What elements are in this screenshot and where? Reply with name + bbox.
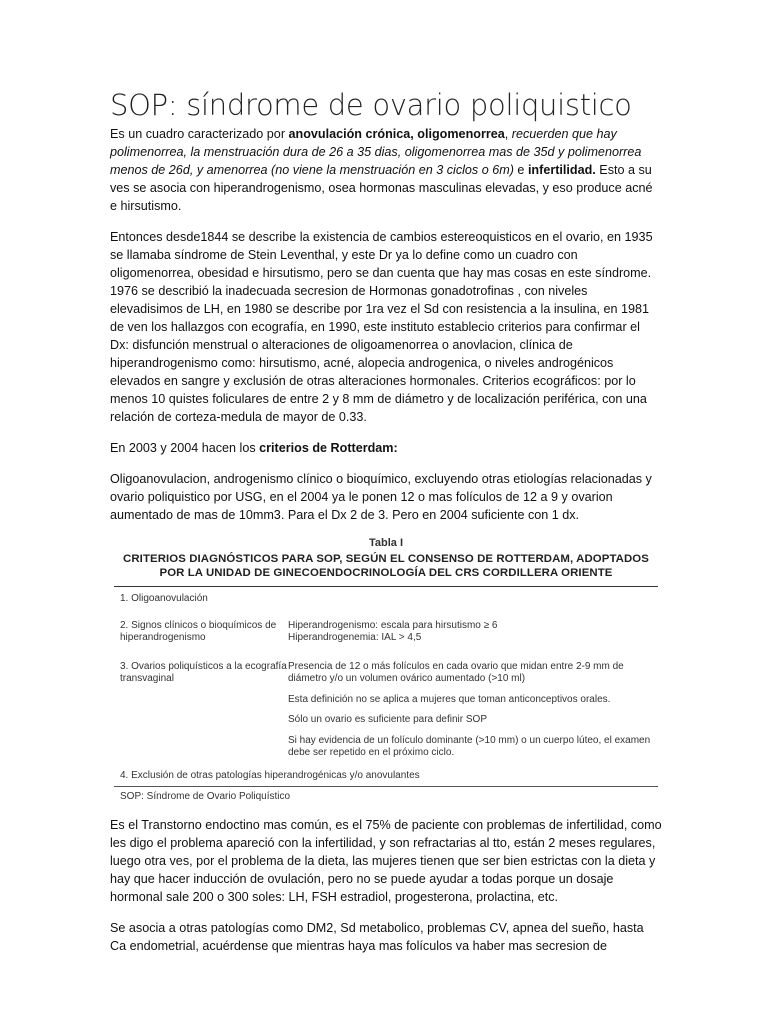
table-detail-line: Esta definición no se aplica a mujeres que toman anticonceptivos orales. (288, 693, 611, 705)
rotterdam-bold: criterios de Rotterdam: (259, 441, 398, 455)
intro-text-1: Es un cuadro caracterizado por (110, 127, 289, 141)
rotterdam-table-figure (110, 537, 662, 802)
table-label: Tabla I (368, 537, 404, 549)
table-row (110, 770, 662, 783)
table-cell-detail (288, 593, 652, 606)
intro-bold-2: infertilidad. (527, 163, 596, 177)
paragraph-history: Entonces desde1844 se describe la existencia de cambios estereoquisticos en el ovario, en 1935 se llamaba síndrome de Stein Leventhal, y este Dr ya lo define como un cuadro con oligomenorrea, obesidad e hirsutismo, pero se dan cuenta que hay mas cosas en este síndrome. 1976 se describió la inadecuada secresion de Hormonas gonadotrofinas , con niveles elevadisimos de LH, en 1980 se describe por 1ra vez el Sd con resistencia a la insulina, en 1981 de ven los hallazgos con ecografía, en 1990, este instituto establecio criterios para confirmar el Dx: disfunción menstrual o alteraciones de oligoamenorrea o anovlacion, clínica de hiperandrogenismo como: hirsutismo, acné, alopecia androgenica, o niveles androgénicos elevados en sangre y exclusión de otras alteraciones hormonales. Criterios ecográficos: por lo menos 10 quistes foliculares de entre 2 y 8 mm de diámetro y de localización periférica, con una relación de corteza-medula de mayor de 0.33. (110, 230, 653, 424)
table-cell-criterion: 4. Exclusión de otras patologías hiperandrogénicas y/o anovulantes (120, 769, 420, 781)
intro-italic: recuerden que hay polimenorrea, la menstruación dura de 26 a 35 dias, oligomenorrea mas de 35d y polimenorrea menos de 26d, y amenorrea (no viene la menstruación en 3 ciclos o 6m) (110, 127, 642, 177)
table-cell-criterion: 3. Ovarios poliquísticos a la ecografía transvaginal (120, 660, 287, 684)
table-footnote: SOP: Síndrome de Ovario Poliquístico (120, 791, 291, 802)
table-heading-line2: POR LA UNIDAD DE GINECOENDOCRINOLOGÍA DEL CRS CORDILLERA ORIENTE (159, 567, 613, 579)
table-detail-line: Si hay evidencia de un folículo dominante (>10 mm) o un cuerpo lúteo, el examen debe ser repetido en el próximo ciclo. (288, 734, 651, 758)
table-heading-line1: CRITERIOS DIAGNÓSTICOS PARA SOP, SEGÚN EL CONSENSO DE ROTTERDAM, ADOPTADOS (123, 553, 649, 565)
paragraph-prevalence: Es el Transtorno endoctino mas común, es el 75% de paciente con problemas de infertilidad, como les digo el problema apareció con la infertilidad, y son refractarias al tto, están 2 meses regulares, luego otra ves, por el problema de la dieta, las mujeres tienen que ser bien estrictas con la dieta y hay que hacer inducción de ovulación, pero no se puede ayudar a todas porque un dosaje hormonal sale 200 o 300 soles: LH, FSH estradiol, progesterona, prolactina, etc. (110, 818, 662, 904)
intro-text-3: e (513, 163, 528, 177)
paragraph-rotterdam-criteria: Oligoanovulacion, androgenismo clínico o bioquímico, excluyendo otras etiologías relacionadas y ovario poliquistico por USG, en el 2004 ya le ponen 12 o mas folículos de 12 a 9 y ovarion aumentado de mas de 10mm3. Para el Dx 2 de 3. Pero en 2004 suficiente con 1 dx. (110, 472, 652, 522)
table-heading (110, 552, 662, 580)
paragraph-rotterdam-intro (110, 439, 662, 457)
table-detail-line: Presencia de 12 o más folículos en cada ovario que midan entre 2-9 mm de diámetro y/o un volumen ovárico aumentado (>10 ml) (288, 660, 624, 684)
table-row (110, 593, 662, 606)
table-cell-criterion: 2. Signos clínicos o bioquímicos de hiperandrogenismo (120, 619, 277, 643)
intro-text-2: , (504, 127, 512, 141)
rotterdam-text: En 2003 y 2004 hacen los (110, 441, 260, 455)
table-detail-line: Hiperandrogenemia: IAL > 4,5 (288, 632, 422, 643)
table-detail-line: Hiperandrogenismo: escala para hirsutismo ≥ 6 (288, 619, 498, 631)
paragraph-associations: Se asocia a otras patologías como DM2, Sd metabolico, problemas CV, apnea del sueño, hasta Ca endometrial, acuérdense que mientras haya mas folículos va haber mas secresion de (110, 921, 644, 953)
table-row (110, 620, 662, 653)
table-detail-line: Sólo un ovario es suficiente para definir SOP (288, 714, 487, 725)
intro-bold-1: anovulación crónica, oligomenorrea (288, 127, 505, 141)
paragraph-intro (110, 125, 662, 215)
table-row (110, 661, 662, 768)
document-content (110, 88, 662, 968)
table-cell-detail (288, 661, 652, 768)
intro-text-4: Esto a su ves se asocia con hiperandrogenismo, osea hormonas masculinas elevadas, y eso produce acné e hirsutismo. (110, 163, 653, 213)
table-cell-detail (288, 620, 652, 653)
table-cell-criterion: 1. Oligoanovulación (120, 593, 208, 604)
page-title: SOP: síndrome de ovario poliquistico (110, 88, 632, 122)
